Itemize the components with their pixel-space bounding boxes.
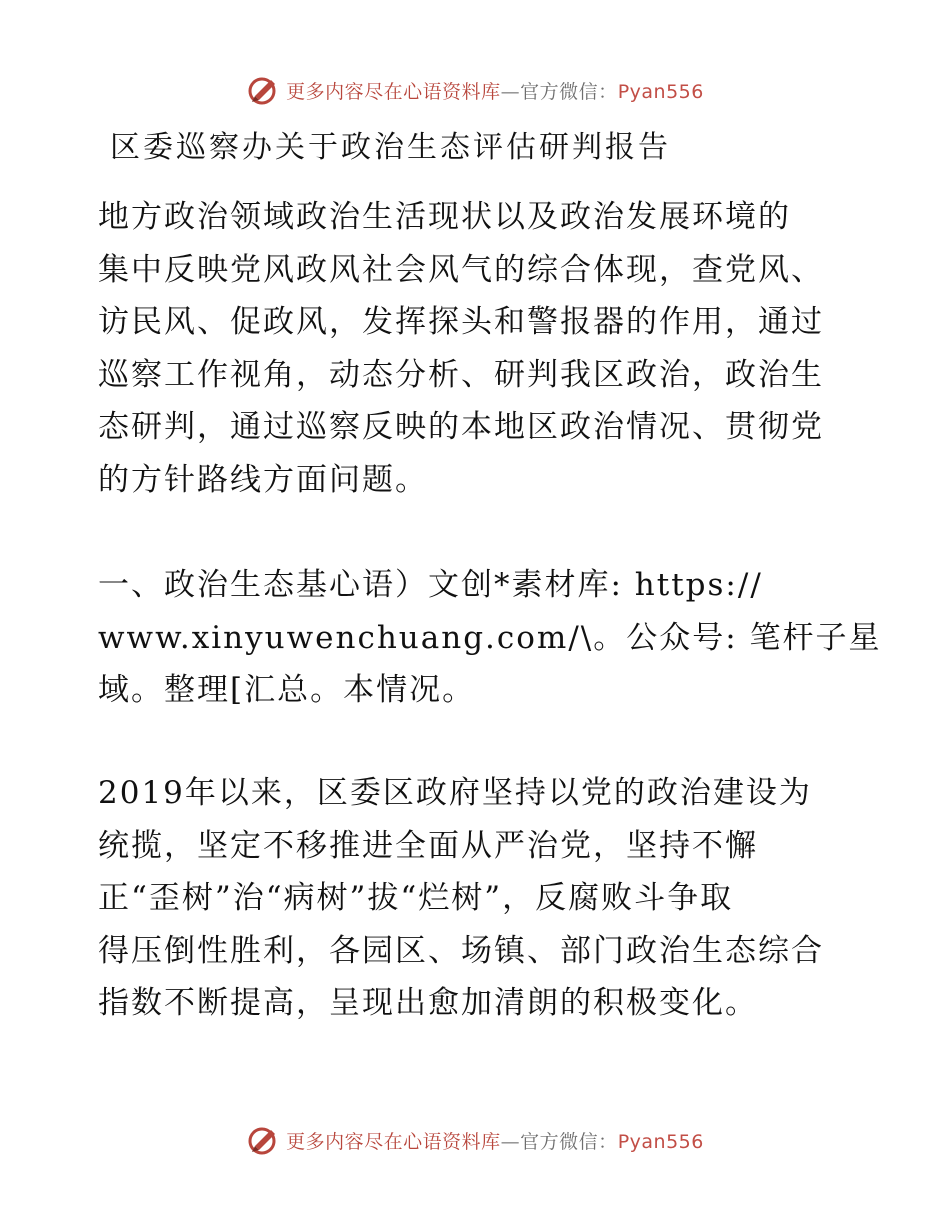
paragraph-line: 域。整理[汇总。本情况。	[98, 672, 476, 708]
paragraph-intro	[98, 191, 858, 506]
paragraph-line: 2019年以来，区委区政府坚持以党的政治建设为	[98, 775, 812, 811]
paragraph-line: 得压倒性胜利，各园区、场镇、部门政治生态综合	[98, 932, 824, 969]
paragraph-line: 集中反映党风政风社会风气的综合体现，查党风、	[98, 251, 824, 288]
banner-wechat-id: Pyan556	[617, 1130, 704, 1153]
paragraph-line: 一、政治生态基心语）文创*素材库: https://	[98, 567, 763, 603]
banner-library-text: 更多内容尽在心语资料库	[286, 1130, 501, 1153]
banner-text	[286, 77, 704, 104]
paragraph-line: 访民风、促政风，发挥探头和警报器的作用，通过	[98, 304, 824, 340]
paragraph-line: 的方针路线方面问题。	[98, 461, 428, 498]
footer-banner	[0, 1120, 950, 1160]
document-title: 区委巡察办关于政治生态评估研判报告	[110, 130, 671, 165]
paragraph-line: 指数不断提高，呈现出愈加清朗的积极变化。	[98, 985, 758, 1021]
paragraph-section-one	[98, 559, 882, 717]
banner-text	[286, 1127, 704, 1154]
pen-logo-icon	[246, 1123, 280, 1157]
banner-wechat-id: Pyan556	[617, 80, 704, 103]
paragraph-line: 态研判，通过巡察反映的本地区政治情况、贯彻党	[98, 409, 824, 445]
paragraph-line: 统揽，坚定不移推进全面从严治党，坚持不懈	[98, 827, 758, 864]
paragraph-since-2019	[98, 767, 858, 1030]
banner-wechat-label: 官方微信：	[520, 80, 618, 103]
paragraph-line: www.xinyuwenchuang.com/\。公众号: 笔杆子星	[98, 619, 882, 656]
header-banner	[0, 70, 950, 110]
pen-logo-icon	[246, 73, 280, 107]
paragraph-line: 正“歪树”治“病树”拔“烂树”，反腐败斗争取	[98, 880, 734, 916]
paragraph-line: 巡察工作视角，动态分析、研判我区政治，政治生	[98, 356, 824, 393]
banner-dash: —	[500, 1130, 521, 1153]
banner-library-text: 更多内容尽在心语资料库	[286, 80, 501, 103]
paragraph-line: 地方政治领域政治生活现状以及政治发展环境的	[98, 199, 791, 235]
banner-dash: —	[500, 80, 521, 103]
banner-wechat-label: 官方微信：	[520, 1130, 618, 1153]
